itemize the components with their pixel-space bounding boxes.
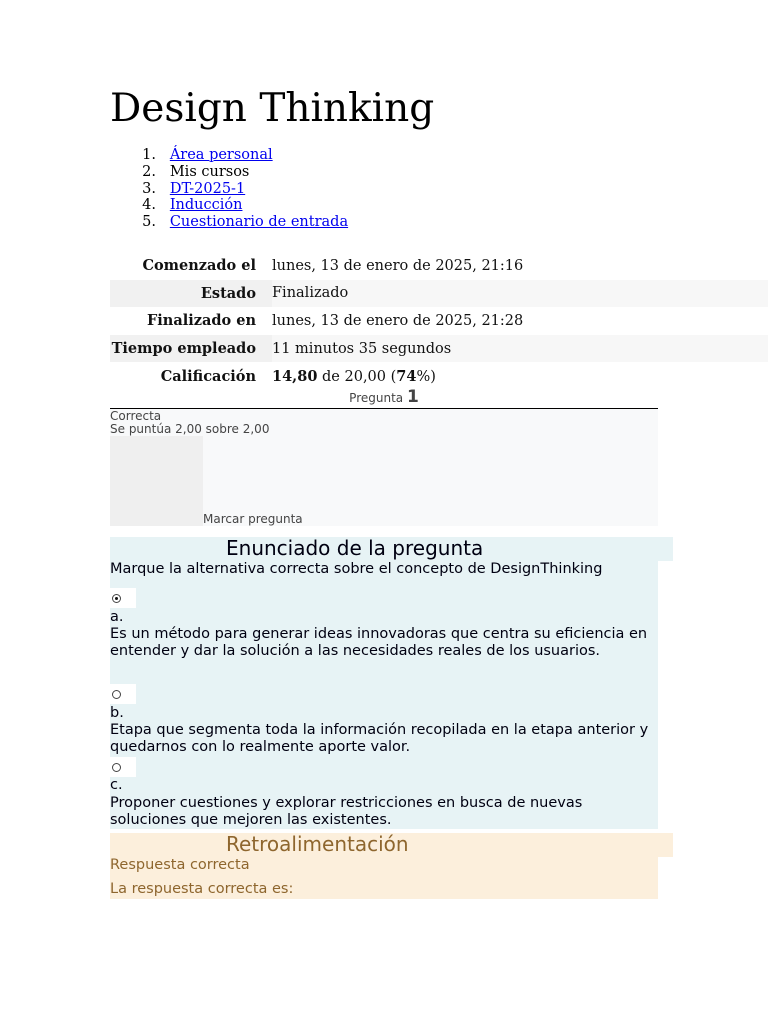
option-a-radio-box [110,588,136,608]
question-number-label [110,387,658,407]
feedback-right-answer-label: La respuesta correcta es: [110,881,294,897]
summary-key: Calificación [160,367,256,385]
summary-row-state [110,280,768,308]
question-grade: Se puntúa 2,00 sobre 2,00 [110,422,270,436]
summary-row-time [110,335,768,363]
summary-value: lunes, 13 de enero de 2025, 21:16 [272,257,524,274]
option-b-letter: b. [110,705,124,721]
breadcrumb-link-quiz[interactable]: Cuestionario de entrada [169,214,349,231]
breadcrumb-item [110,197,348,214]
grade-end: %) [416,368,436,385]
option-c-text[interactable]: Proponer cuestiones y explorar restricciones en busca de nuevas soluciones que mejoren las existentes. [110,795,583,828]
breadcrumb-item [110,181,348,198]
summary-key: Estado [110,280,272,308]
summary-value: Finalizado [272,280,768,308]
breadcrumb-link-section[interactable]: Inducción [169,197,243,214]
breadcrumb-link-course[interactable]: DT-2025-1 [169,180,246,197]
breadcrumb-number: 4. [142,197,156,214]
option-b-radio-box [110,684,136,704]
grade-of: de 20,00 ( [317,368,397,385]
page-title: Design Thinking [110,86,435,131]
flag-question-link[interactable]: Marcar pregunta [203,512,303,526]
question-number: 1 [406,387,419,407]
summary-value: lunes, 13 de enero de 2025, 21:28 [272,312,524,329]
breadcrumb-number: 5. [142,214,156,231]
grade-percent: 74 [396,367,417,385]
option-c-radio[interactable] [112,763,121,772]
breadcrumb-link-area-personal[interactable]: Área personal [169,147,273,163]
feedback-title: Retroalimentación [226,832,409,856]
breadcrumb-item [110,214,348,231]
summary-key: Comenzado el [142,257,256,275]
option-b-radio[interactable] [112,690,121,699]
feedback-correct-label: Respuesta correcta [110,857,250,873]
option-c-radio-box [110,757,136,777]
question-flag-area [110,436,203,526]
summary-value-grade [272,362,768,390]
summary-key: Tiempo empleado [110,335,272,363]
question-formulation-panel [110,537,658,829]
summary-row-finished [110,307,768,335]
question-word: Pregunta [349,391,404,405]
breadcrumb-number: 1. [142,147,156,163]
breadcrumb [110,147,348,231]
breadcrumb-label-mis-cursos: Mis cursos [169,163,250,180]
option-a-text[interactable]: Es un método para generar ideas innovadoras que centra su eficiencia en entender y dar la solución a las necesidades reales de los usuarios. [110,626,648,659]
question-state: Correcta [110,409,162,423]
summary-row-started [110,252,768,280]
breadcrumb-number: 2. [142,163,156,180]
summary-key: Finalizado en [146,312,256,330]
summary-value: 11 minutos 35 segundos [272,335,768,363]
question-info-panel [110,409,658,526]
option-c-letter: c. [110,777,123,793]
breadcrumb-number: 3. [142,180,156,197]
question-text: Marque la alternativa correcta sobre el concepto de DesignThinking [110,561,603,577]
grade-score: 14,80 [272,367,318,385]
breadcrumb-item [110,164,348,181]
option-b-text[interactable]: Etapa que segmenta toda la información recopilada en la etapa anterior y quedarnos con lo realmente aporte valor. [110,722,649,755]
breadcrumb-item [110,147,348,164]
formulation-title: Enunciado de la pregunta [226,536,484,560]
attempt-summary-table [110,252,768,390]
summary-row-grade [110,362,768,390]
option-a-radio[interactable] [112,594,121,603]
option-a-letter: a. [110,609,124,625]
